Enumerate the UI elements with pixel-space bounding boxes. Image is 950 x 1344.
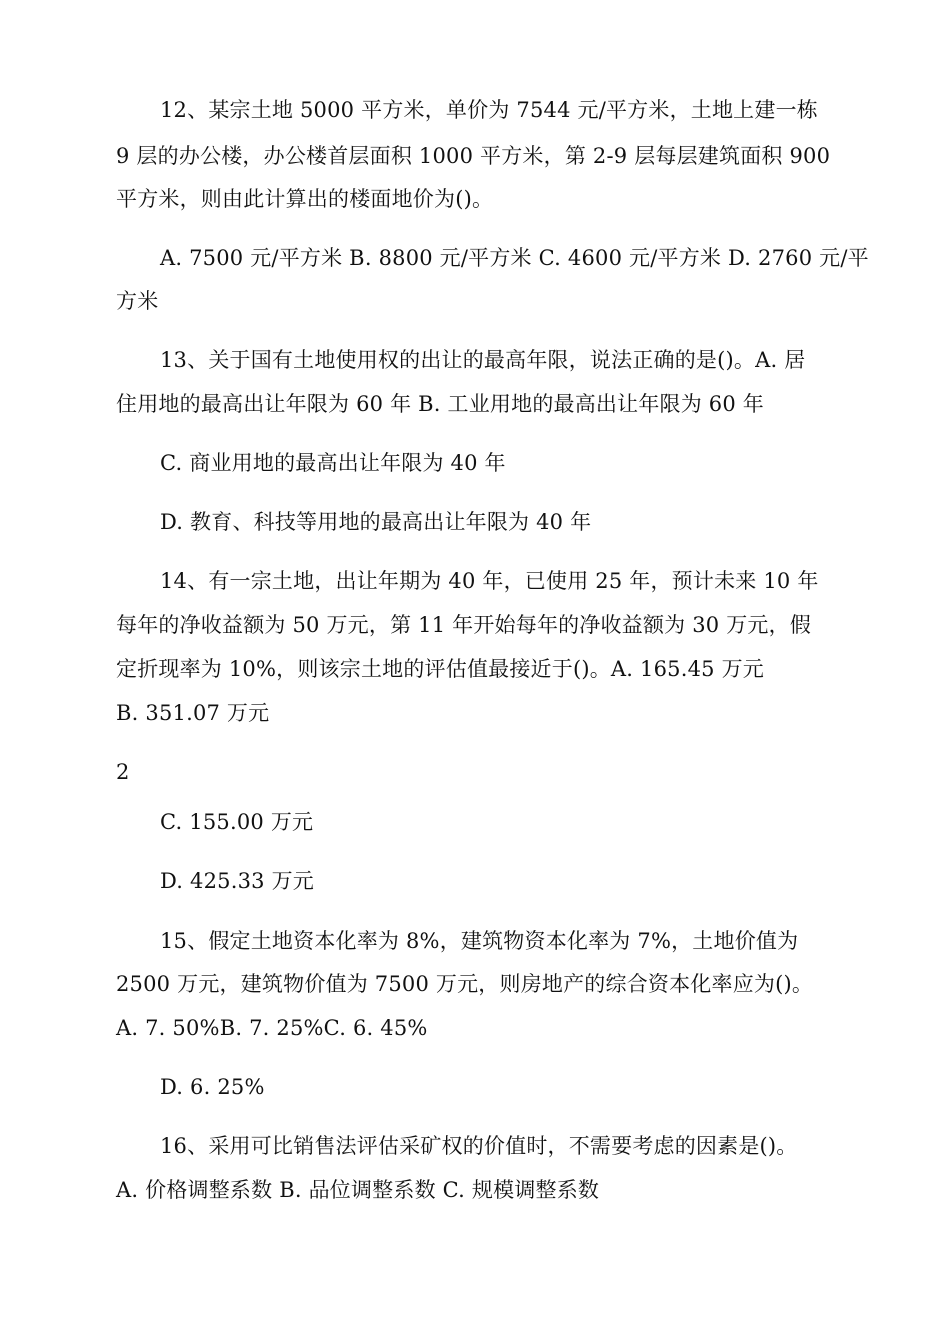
q15-options-abc: A. 7. 50%B. 7. 25%C. 6. 45%	[116, 1016, 428, 1040]
q15-text-line-2: 2500 万元，建筑物价值为 7500 万元，则房地产的综合资本化率应为()。	[116, 972, 814, 996]
q14-option-c: C. 155.00 万元	[160, 810, 314, 834]
q12-text-line-3: 平方米，则由此计算出的楼面地价为()。	[116, 187, 494, 211]
q12-options-line-1: A. 7500 元/平方米 B. 8800 元/平方米 C. 4600 元/平方米 D. 2760 元/平	[160, 246, 869, 270]
q14-text-line-3: 定折现率为 10%，则该宗土地的评估值最接近于()。A. 165.45 万元	[116, 657, 765, 681]
q14-text-line-2: 每年的净收益额为 50 万元，第 11 年开始每年的净收益额为 30 万元，假	[116, 613, 812, 637]
q16-text-line-1: 16、采用可比销售法评估采矿权的价值时，不需要考虑的因素是()。	[160, 1134, 798, 1158]
q13-text-line-1: 13、关于国有土地使用权的出让的最高年限，说法正确的是()。A. 居	[160, 348, 806, 372]
q13-text-line-2: 住用地的最高出让年限为 60 年 B. 工业用地的最高出让年限为 60 年	[116, 392, 765, 416]
q16-options-abc: A. 价格调整系数 B. 品位调整系数 C. 规模调整系数	[116, 1178, 600, 1202]
q12-text-line-1: 12、某宗土地 5000 平方米，单价为 7544 元/平方米，土地上建一栋	[160, 98, 818, 122]
q14-text-line-1: 14、有一宗土地，出让年期为 40 年，已使用 25 年，预计未来 10 年	[160, 569, 819, 593]
page-number: 2	[116, 760, 130, 784]
q15-option-d: D. 6. 25%	[160, 1075, 265, 1099]
q14-option-d: D. 425.33 万元	[160, 869, 314, 893]
q15-text-line-1: 15、假定土地资本化率为 8%，建筑物资本化率为 7%，土地价值为	[160, 929, 799, 953]
q14-option-b: B. 351.07 万元	[116, 701, 270, 725]
q13-option-c: C. 商业用地的最高出让年限为 40 年	[160, 451, 506, 475]
q12-text-line-2: 9 层的办公楼，办公楼首层面积 1000 平方米，第 2-9 层每层建筑面积 900	[116, 144, 831, 168]
q13-option-d: D. 教育、科技等用地的最高出让年限为 40 年	[160, 510, 592, 534]
q12-options-line-2: 方米	[116, 289, 159, 313]
